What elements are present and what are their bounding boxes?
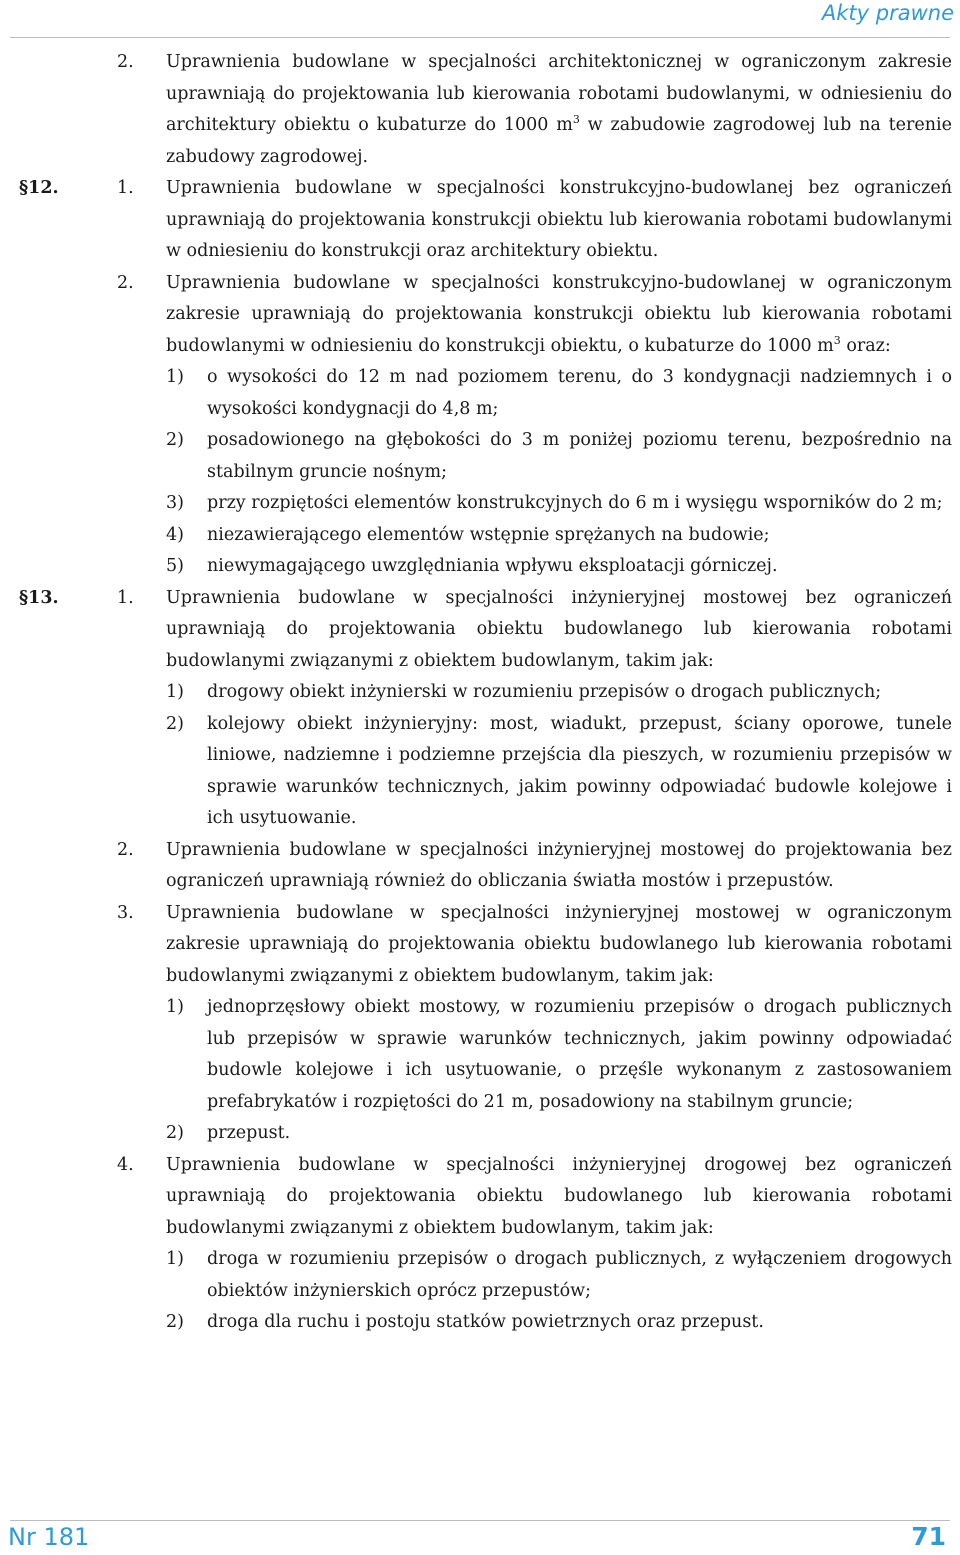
paragraph-text-part: Uprawnienia budowlane w specjalności architektonicznej w ograniczonym zakresie uprawniają do projektowania lub kierowania robotami budowlanymi, w odniesieniu do architektury obiektu o kubaturze do 1000 m bbox=[166, 52, 952, 135]
document-body bbox=[0, 47, 960, 1339]
item-number: 1) bbox=[166, 682, 184, 702]
item-number: 3) bbox=[166, 493, 184, 513]
list-item bbox=[0, 1118, 960, 1150]
paragraph-number: 1. bbox=[117, 178, 134, 198]
paragraph-number: 2. bbox=[117, 272, 134, 293]
item-text: droga w rozumieniu przepisów o drogach publicznych, z wyłączeniem drogowych obiektów inżynierskich oprócz przepustów; bbox=[207, 1249, 952, 1301]
item-number: 2) bbox=[166, 430, 184, 450]
paragraph-13-4 bbox=[0, 1150, 960, 1245]
list-item bbox=[0, 677, 960, 709]
paragraph-number: 3. bbox=[117, 902, 134, 923]
footer-divider bbox=[10, 1520, 950, 1521]
item-number: 4) bbox=[166, 524, 184, 545]
paragraph-12-2 bbox=[0, 268, 960, 363]
list-item bbox=[0, 709, 960, 835]
section-label: §12. bbox=[19, 178, 59, 198]
item-text: niezawierającego elementów wstępnie sprężanych na budowie; bbox=[207, 524, 770, 545]
paragraph-number: 2. bbox=[117, 839, 134, 860]
paragraph-12-1 bbox=[0, 173, 960, 268]
paragraph-text bbox=[166, 268, 952, 363]
running-header-title: Akty prawne bbox=[821, 1, 954, 25]
item-text: posadowionego na głębokości do 3 m poniżej poziomu terenu, bezpośrednio na stabilnym gruncie nośnym; bbox=[207, 430, 952, 482]
item-text: droga dla ruchu i postoju statków powietrznych oraz przepust. bbox=[207, 1312, 764, 1332]
paragraph-11-2 bbox=[0, 47, 960, 173]
paragraph-text: Uprawnienia budowlane w specjalności konstrukcyjno-budowlanej bez ograniczeń uprawniają do projektowania konstrukcji obiektu lub kierowania robotami budowlanymi w odniesieniu do konstrukcji oraz architektury obiektu. bbox=[166, 178, 952, 261]
paragraph-number: 1. bbox=[117, 587, 134, 608]
list-item bbox=[0, 362, 960, 425]
item-number: 2) bbox=[166, 1312, 184, 1332]
item-number: 2) bbox=[166, 1123, 184, 1143]
item-number: 1) bbox=[166, 367, 184, 387]
header-divider bbox=[10, 37, 950, 38]
paragraph-text bbox=[166, 47, 952, 173]
paragraph-text: Uprawnienia budowlane w specjalności inżynieryjnej mostowej bez ograniczeń uprawniają do projektowania obiektu budowlanego lub kierowania robotami budowlanymi związanymi z obiektem budowlanym, takim jak: bbox=[166, 587, 952, 671]
item-text: jednoprzęsłowy obiekt mostowy, w rozumieniu przepisów o drogach publicznych lub przepisów w sprawie warunków technicznych, jakim powinny odpowiadać budowle kolejowe i ich usytuowanie, o przęśle wykonanym z zastosowaniem prefabrykatów i rozpiętości do 21 m, posadowiony na stabilnym gruncie; bbox=[207, 997, 952, 1112]
paragraph-13-2 bbox=[0, 835, 960, 898]
issue-number: Nr 181 bbox=[8, 1523, 90, 1551]
paragraph-text: Uprawnienia budowlane w specjalności inżynieryjnej mostowej w ograniczonym zakresie uprawniają do projektowania obiektu budowlanego lub kierowania robotami budowlanymi związanymi z obiektem budowlanym, takim jak: bbox=[166, 902, 952, 986]
item-number: 5) bbox=[166, 556, 184, 576]
item-number: 1) bbox=[166, 1249, 184, 1269]
paragraph-13-1 bbox=[0, 583, 960, 678]
paragraph-13-3 bbox=[0, 898, 960, 993]
paragraph-text-part: Uprawnienia budowlane w specjalności konstrukcyjno-budowlanej w ograniczonym zakresie uprawniają do projektowania konstrukcji obiektu lub kierowania robotami budowlanymi w odniesieniu do konstrukcji obiektu, o kubaturze do 1000 m bbox=[166, 272, 952, 356]
list-item bbox=[0, 520, 960, 552]
superscript: 3 bbox=[572, 113, 580, 126]
item-text: o wysokości do 12 m nad poziomem terenu, do 3 kondygnacji nadziemnych i o wysokości kondygnacji do 4,8 m; bbox=[207, 367, 952, 419]
paragraph-number: 4. bbox=[117, 1154, 134, 1175]
paragraph-number: 2. bbox=[117, 52, 134, 72]
list-item bbox=[0, 488, 960, 520]
paragraph-text-part: w zabudowie zagrodowej lub na terenie zabudowy zagrodowej. bbox=[166, 115, 952, 167]
list-item bbox=[0, 551, 960, 583]
superscript: 3 bbox=[833, 333, 841, 347]
item-text: niewymagającego uwzględniania wpływu eksploatacji górniczej. bbox=[207, 556, 778, 576]
paragraph-text: Uprawnienia budowlane w specjalności inżynieryjnej mostowej do projektowania bez ograniczeń uprawniają również do obliczania światła mostów i przepustów. bbox=[166, 839, 952, 891]
item-text: przepust. bbox=[207, 1123, 291, 1143]
list-item bbox=[0, 1307, 960, 1339]
list-item bbox=[0, 1244, 960, 1307]
item-number: 1) bbox=[166, 997, 184, 1017]
item-number: 2) bbox=[166, 713, 184, 734]
paragraph-text-part: oraz: bbox=[840, 335, 891, 356]
list-item bbox=[0, 992, 960, 1118]
item-text: drogowy obiekt inżynierski w rozumieniu przepisów o drogach publicznych; bbox=[207, 682, 882, 702]
section-label: §13. bbox=[19, 587, 59, 608]
paragraph-text: Uprawnienia budowlane w specjalności inżynieryjnej drogowej bez ograniczeń uprawniają do projektowania obiektu budowlanego lub kierowania robotami budowlanymi związanymi z obiektem budowlanym, takim jak: bbox=[166, 1154, 952, 1238]
item-text: kolejowy obiekt inżynieryjny: most, wiadukt, przepust, ściany oporowe, tunele liniowe, nadziemne i podziemne przejścia dla pieszych, w rozumieniu przepisów w sprawie warunków technicznych, jakim powinny odpowiadać budowle kolejowe i ich usytuowanie. bbox=[207, 713, 952, 828]
page-number: 71 bbox=[911, 1522, 946, 1551]
list-item bbox=[0, 425, 960, 488]
item-text: przy rozpiętości elementów konstrukcyjnych do 6 m i wysięgu wsporników do 2 m; bbox=[207, 493, 943, 513]
